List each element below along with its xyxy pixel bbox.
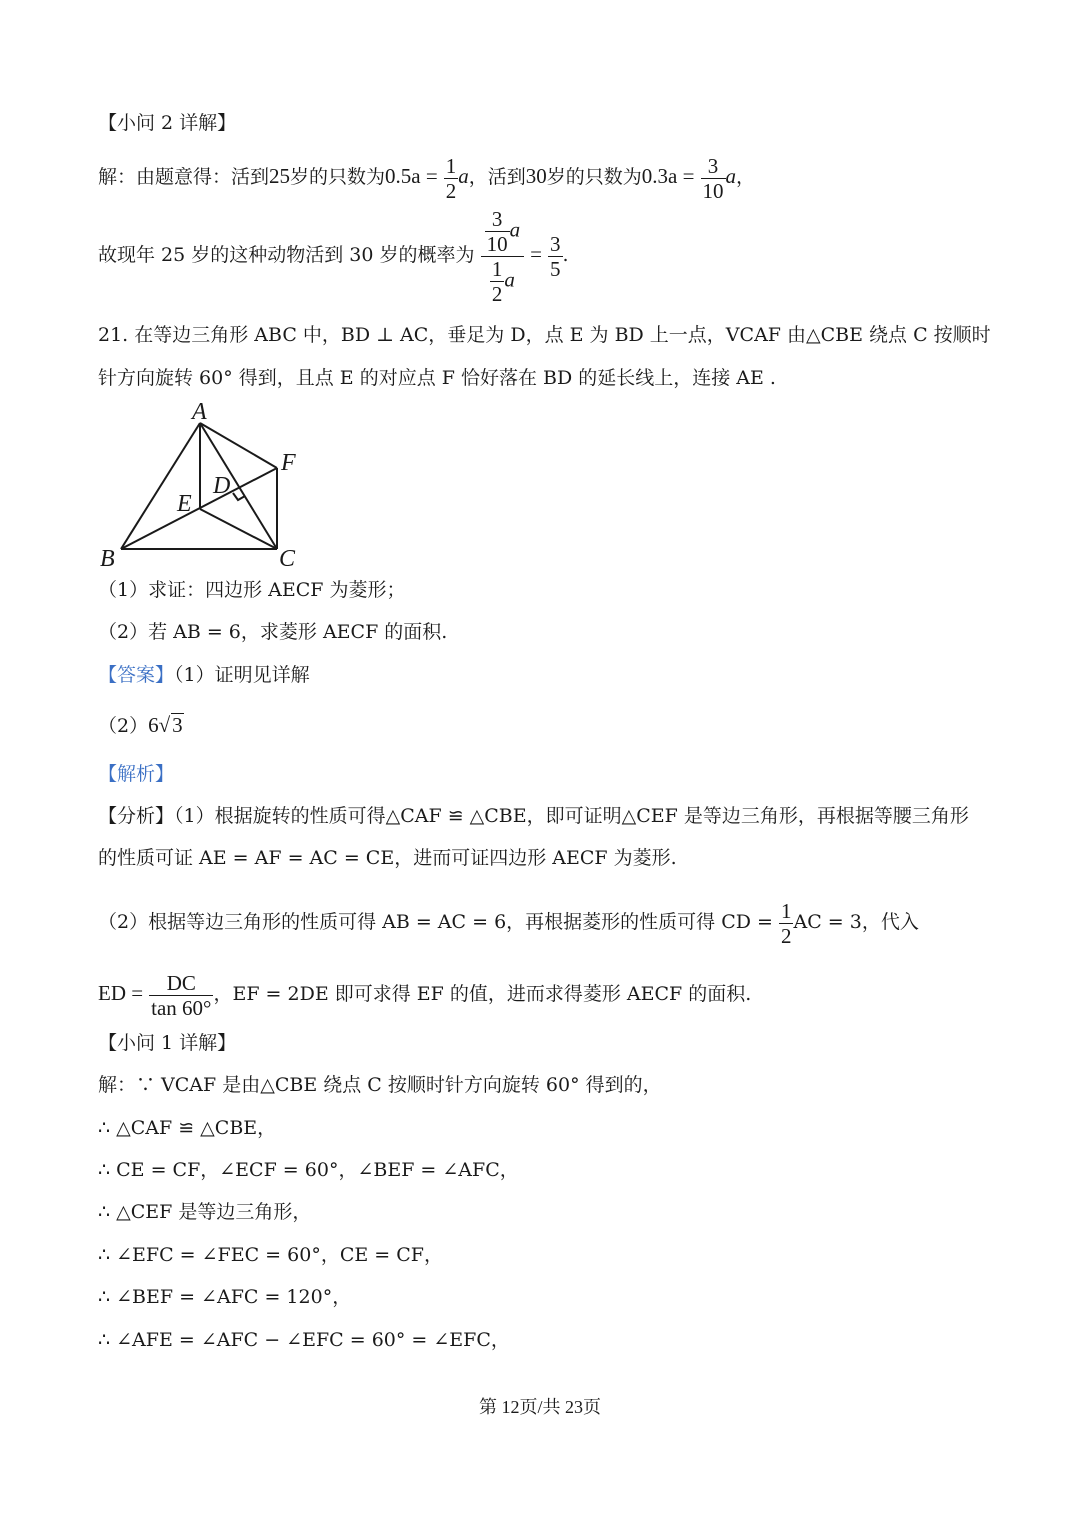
answer-2-prefix: （2） [98, 715, 149, 737]
numerator: 1 [491, 256, 503, 281]
fraction-half [444, 154, 459, 203]
detail-line-6: ∴ ∠BEF = ∠AFC = 120°， [98, 1286, 352, 1308]
detail-line-7: ∴ ∠AFE = ∠AFC − ∠EFC = 60° = ∠EFC， [98, 1329, 510, 1351]
inner-fraction [485, 207, 510, 256]
label-d: D [213, 473, 231, 499]
text: ，活到 [468, 166, 526, 188]
math-var: a [725, 164, 736, 188]
answer-line-1 [98, 663, 310, 687]
question-1: （1）求证：四边形 AECF 为菱形； [98, 579, 406, 601]
analysis-p1-line-1 [98, 804, 969, 828]
analysis-p3-line [98, 965, 751, 1021]
answer-2-coefficient: 6 [148, 713, 159, 737]
label-b: B [100, 546, 115, 572]
answer-1: （1）证明见详解 [174, 664, 310, 686]
fraction-half [779, 899, 794, 948]
math-var: a [458, 164, 469, 188]
math: 0.3a = [641, 164, 695, 188]
fenxi-tag: 【分析】 [98, 805, 175, 827]
math: 30 [525, 164, 547, 188]
numerator: DC [166, 970, 196, 995]
detail-line-2: ∴ △CAF ≌ △CBE， [98, 1117, 277, 1139]
answer-line-2 [98, 713, 184, 738]
denominator: 5 [550, 256, 561, 281]
denominator: 2 [445, 178, 457, 203]
geometry-figure [96, 396, 336, 576]
text: 岁的只数为 [546, 166, 642, 188]
result-fraction [548, 232, 563, 281]
fraction-dc-tan [149, 971, 213, 1020]
denominator: 2 [780, 923, 792, 948]
math-var: a [504, 266, 515, 291]
detail-line-4: ∴ △CEF 是等边三角形， [98, 1201, 312, 1223]
compound-fraction [481, 207, 525, 306]
text: ，EF = 2DE 即可求得 EF 的值，进而求得菱形 AECF 的面积. [213, 983, 752, 1005]
denominator: 10 [486, 231, 508, 256]
numerator: 3 [550, 231, 561, 256]
text: 故现年 25 岁的这种动物活到 30 岁的概率为 [98, 244, 475, 266]
fraction-three-tenths [701, 154, 726, 203]
analysis-p1-line-2: 的性质可证 AE = AF = AC = CE，进而可证四边形 AECF 为菱形. [98, 847, 677, 869]
denominator: tan 60° [151, 995, 212, 1020]
section-heading-q1: 【小问 1 详解】 [98, 1032, 237, 1054]
segment-ab [121, 423, 200, 549]
label-a: A [192, 399, 207, 425]
detail-line-1: 解：∵ VCAF 是由△CBE 绕点 C 按顺时针方向旋转 60° 得到的， [98, 1074, 662, 1096]
math: 25 [269, 164, 291, 188]
detail-line-3: ∴ CE = CF，∠ECF = 60°，∠BEF = ∠AFC， [98, 1159, 519, 1181]
text: . [562, 244, 569, 266]
problem-line-2: 针方向旋转 60° 得到，且点 E 的对应点 F 恰好落在 BD 的延长线上，连接 AE . [98, 367, 776, 389]
label-f: F [281, 450, 296, 476]
denominator: 10 [702, 178, 724, 203]
analysis-p2-line [98, 896, 919, 948]
segment-af [200, 423, 277, 468]
numerator: 3 [707, 153, 719, 178]
numerator: 1 [780, 898, 792, 923]
math: 0.5a = [385, 164, 438, 188]
text: （2）根据等边三角形的性质可得 AB = AC = 6，再根据菱形的性质可得 CD = [98, 911, 773, 933]
numerator: 1 [445, 153, 457, 178]
solution-line-2 [98, 204, 569, 304]
numerator: 3 [491, 206, 503, 231]
inner-fraction [490, 257, 505, 306]
detail-line-5: ∴ ∠EFC = ∠FEC = 60°，CE = CF， [98, 1244, 443, 1266]
text: AC = 3，代入 [793, 911, 919, 933]
math: ED = [98, 981, 144, 1005]
label-c: C [279, 546, 296, 572]
equals-sign: = [530, 242, 542, 266]
label-e: E [177, 491, 192, 517]
text: （1）根据旋转的性质可得△CAF ≌ △CBE，即可证明△CEF 是等边三角形，再根据等腰三角形 [174, 805, 969, 827]
solution-line-1 [98, 150, 755, 202]
compound-denominator [481, 256, 525, 306]
answer-tag: 【答案】 [98, 664, 175, 686]
math-var: a [509, 216, 521, 241]
triangle-diagram [96, 396, 336, 576]
sqrt-sign: √ [158, 713, 171, 737]
text: 解：由题意得：活到 [98, 166, 270, 188]
denominator: 2 [491, 281, 503, 306]
text: 岁的只数为 [290, 166, 386, 188]
compound-numerator [481, 207, 525, 256]
problem-line-1: 21. 在等边三角形 ABC 中，BD ⊥ AC，垂足为 D，点 E 为 BD 上一点，VCAF 由△CBE 绕点 C 按顺时 [98, 324, 991, 346]
analysis-tag: 【解析】 [98, 763, 175, 785]
text: ， [736, 166, 756, 188]
page-footer: 第 12页/共 23页 [478, 1397, 601, 1417]
section-heading-q2: 【小问 2 详解】 [98, 112, 237, 134]
answer-2-radicand: 3 [172, 713, 183, 737]
question-2: （2）若 AB = 6，求菱形 AECF 的面积. [98, 621, 448, 643]
